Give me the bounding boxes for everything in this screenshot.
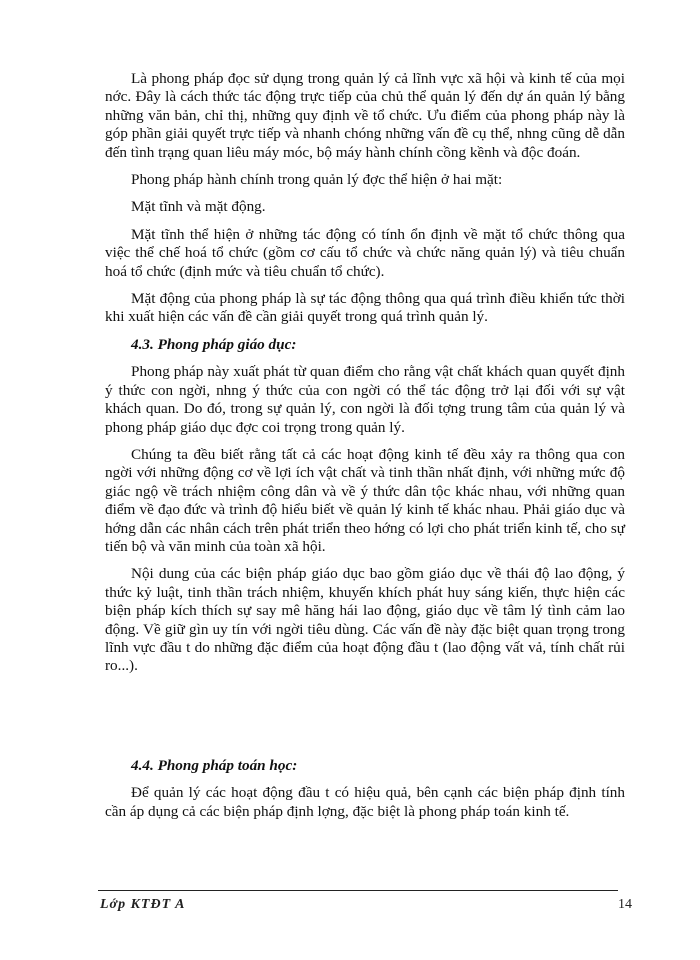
footer-class-label: Lớp KTĐT A [100, 897, 186, 912]
section-heading-math-method: 4.4. Phong pháp toán học: [131, 756, 298, 774]
document-body [105, 70, 625, 830]
paragraph-administrative-method: Là phong pháp đọc sử dụng trong quản lý cả lĩnh vực xã hội và kinh tế của mọi nớc. Đây là cách thức tác động trực tiếp của chủ thể quản lý đến dự án quản lý bằng những văn bản, chỉ thị, những quy định về tổ chức. Ưu điểm của phong pháp này là góp phần giải quyết trực tiếp và nhanh chóng những vấn đề cụ thể, nhng cũng dễ dẫn đến tình trạng quan liêu máy móc, bộ máy hành chính cồng kềnh và độc đoán. [105, 70, 625, 161]
paragraph-static-dynamic: Mặt tĩnh và mặt động. [131, 198, 266, 216]
footer-divider [98, 890, 618, 891]
paragraph-education-content: Nội dung của các biện pháp giáo dục bao gồm giáo dục về thái độ lao động, ý thức kỷ luật, tinh thần trách nhiệm, khuyến khích phát huy sáng kiến, thực hiện các biện pháp kích thích sự say mê hăng hái lao động, giáo dục về tâm lý tình cảm lao động. Về giữ gìn uy tín với ngời tiêu dùng. Các vấn đề này đặc biệt quan trọng trong lĩnh vực đầu t do những đặc điểm của hoạt động đầu t (lao động vất vả, tính chất rủi ro...). [105, 565, 625, 675]
paragraph-static-aspect: Mặt tĩnh thể hiện ở những tác động có tính ổn định về mặt tổ chức thông qua việc thể chế hoá tổ chức (gồm cơ cấu tổ chức và chức năng quản lý) và tiêu chuẩn hoá tổ chức (định mức và tiêu chuẩn tổ chức). [105, 225, 625, 280]
paragraph-education-origin: Phong pháp này xuất phát từ quan điểm cho rằng vật chất khách quan quyết định ý thức con ngời, nhng ý thức của con ngời có thể tác động trở lại đối với sự vật khách quan. Do đó, trong sự quản lý, con ngời là đối tợng trung tâm của quản lý và phong pháp giáo dục đợc coi trọng trong quản lý. [105, 363, 625, 436]
paragraph-two-aspects: Phong pháp hành chính trong quản lý đợc thể hiện ở hai mặt: [131, 171, 503, 189]
blank-space [105, 685, 625, 757]
paragraph-math-method: Để quản lý các hoạt động đầu t có hiệu quả, bên cạnh các biện pháp định tính cần áp dụng cả các biện pháp định lợng, đặc biệt là phong pháp toán kinh tế. [105, 784, 625, 820]
paragraph-economic-activities: Chúng ta đều biết rằng tất cả các hoạt động kinh tế đều xảy ra thông qua con ngời với những động cơ về lợi ích vật chất và tinh thần nhất định, với những mức độ giác ngộ về trách nhiệm công dân và về ý thức dân tộc khác nhau, với những quan điểm về đạo đức và trình độ hiểu biết về quản lý kinh tế khác nhau. Phải giáo dục và hớng dẫn các nhân cách trên phát triển theo hớng có lợi cho phát triển kinh tế, cho sự tiến bộ và văn minh của toàn xã hội. [105, 445, 625, 555]
section-heading-education-method: 4.3. Phong pháp giáo dục: [131, 335, 297, 353]
paragraph-dynamic-aspect: Mặt động của phong pháp là sự tác động thông qua quá trình điều khiển tức thời khi xuất hiện các vấn đề cần giải quyết trong quá trình quản lý. [105, 290, 625, 326]
page-number: 14 [618, 897, 632, 912]
